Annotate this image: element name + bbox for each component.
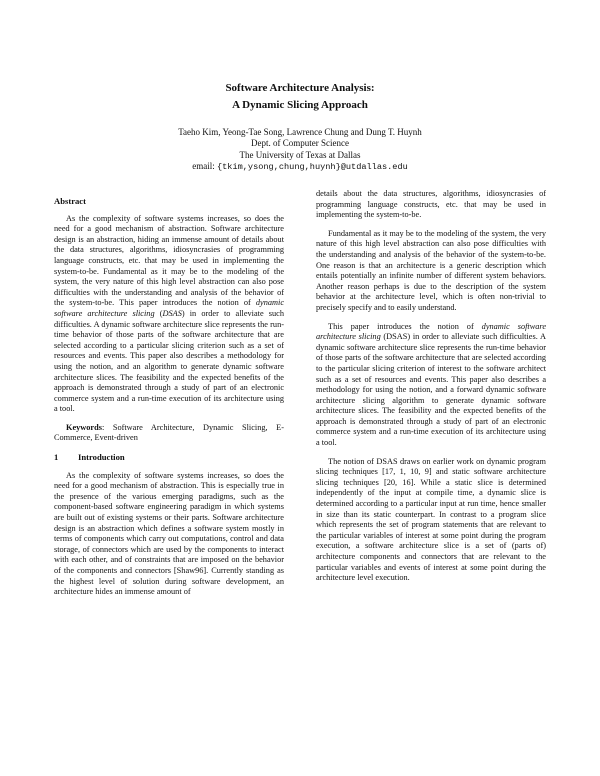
intro-paragraph-4: The notion of DSAS draws on earlier work on dynamic program slicing techniques [17, 1, 10, 9] and static software architecture slicing techniques [20, 16]. While a static slice is determined independently of the input at compile time, a dynamic slice is determined according to a particular input at run time, hence smaller in size than its static counterpart. In contrast to a program slice which represents the set of program statements that are relevant to the particular variables of interest at some point during the program execution, a software architecture slice is a set of (parts of) architecture components and connectors that are relevant to the particular variables and events of interest at some point during the architecture level execution. [316, 456, 546, 583]
abstract-heading: Abstract [54, 196, 86, 206]
university: The University of Texas at Dallas [239, 149, 361, 160]
intro-paragraph-1-continued: details about the data structures, algorithms, idiosyncrasies of programming language constructs, etc. that may be used in implementing the system-to-be. [316, 189, 546, 220]
email-label: email: [192, 160, 215, 171]
abstract-body: As the complexity of software systems increases, so does the need for a good mechanism of abstraction. Software architecture design is an abstraction, hiding an immense amount of details about the data structures, algorithms, idiosyncrasies of programming language constructs, etc. that may be used in implementing the system-to-be. Fundamental as it may be to the modeling of the system, the very nature of this high level abstraction can also pose difficulties with the understanding and analysis of the behavior of the system-to-be. This paper introduces the notion of dynamic software architecture slicing (DSAS) in order to alleviate such difficulties. A dynamic software architecture slice represents the run-time behavior of those parts of the software architecture that are selected according to a particular slicing criterion such as a set of resources and events. This paper also describes a methodology for using the notion, and an algorithm to generate dynamic software architecture slices. The feasibility and the expected benefits of the approach is demonstrated through a study of part of an electronic commerce system and a run-time execution of its architecture using a tool. [54, 213, 284, 414]
left-column [54, 196, 284, 606]
keywords-text: : Software Architecture, Dynamic Slicing, E-Commerce, Event-driven [54, 422, 284, 443]
department: Dept. of Computer Science [251, 138, 349, 149]
intro-paragraph-3: This paper introduces the notion of dynamic software architecture slicing (DSAS) in order to alleviate such difficulties. A dynamic software architecture slice represents the run-time behavior of those parts of the software architecture that are selected according to the particular slicing criterion of interest to the software architect such as a set of resources and events. This paper also describes a methodology for using the notion, and a forward dynamic software architecture slicing algorithm to generate dynamic software architecture slices. The feasibility and the expected benefits of the approach is demonstrated through a study of part of an electronic commerce system and a run-time execution of its architecture using a tool. [316, 321, 546, 448]
paper-title-line1: Software Architecture Analysis: [225, 82, 375, 94]
right-column [316, 189, 546, 592]
email-address: {tkim,ysong,chung,huynh}@utdallas.edu [216, 161, 408, 172]
keywords-label: Keywords [66, 422, 102, 432]
title-block [0, 80, 600, 114]
section-number: 1 [54, 452, 59, 463]
section-title: Introduction [78, 452, 125, 463]
email-line [0, 161, 600, 173]
section-heading-introduction [54, 452, 284, 463]
author-names: Taeho Kim, Yeong-Tae Song, Lawrence Chung and Dung T. Huynh [178, 127, 422, 137]
intro-paragraph-2: Fundamental as it may be to the modeling of the system, the very nature of this high level abstraction can also pose difficulties with the understanding and analysis of the behavior of the system-to-be. One reason is that an architecture is a generic description which entails potentially an infinite number of different system behaviors. Another reason perhaps is due to the description of the system behavior at the architecture level, which is often non-trivial to precisely specify and to easily understand. [316, 228, 546, 312]
paper-title-line2: A Dynamic Slicing Approach [232, 99, 368, 111]
intro-paragraph-1: As the complexity of software systems increases, so does the need for a good mechanism of abstraction. This is especially true in the presence of the various emerging paradigms, such as the component-based software engineering paradigm in which systems are built out of existing systems or their parts. Software architecture design is an abstraction which defines a software system mostly in terms of components which carry out computations, control and data storage, of connectors which are used by the components to interact with each other, and of constraints that are imposed on the behavior of the components and connectors [Shaw96]. Currently standing as the highest level of solution during software development, an architecture hides an immense amount of [54, 470, 284, 597]
author-block [0, 127, 600, 173]
keywords [54, 423, 284, 444]
